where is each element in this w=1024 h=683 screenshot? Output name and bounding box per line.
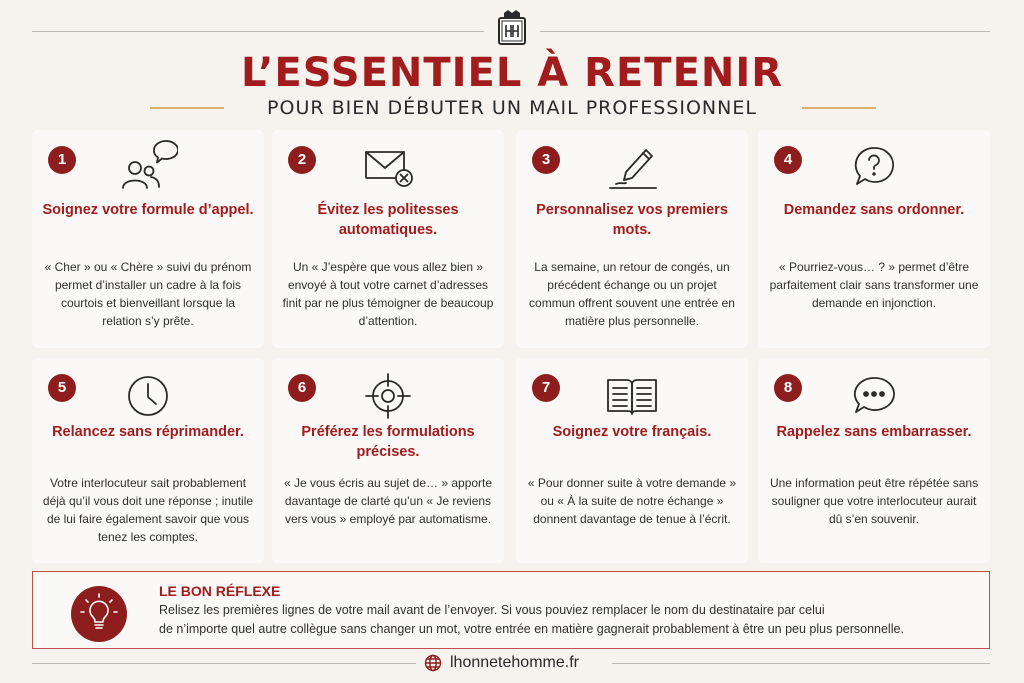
ellipsis-bubble-icon [844,368,904,420]
tip-body: La semaine, un retour de congés, un précédent échange ou un projet commun offrent souvent une entrée en matière plus personnelle. [529,260,735,328]
page-subtitle: POUR BIEN DÉBUTER UN MAIL PROFESSIONNEL [267,97,757,119]
envelope-x-icon [358,140,418,192]
reflex-line-2: de n’importe quel autre collègue sans changer un mot, votre entrée en matière gagnerait probablement à être un peu plus personnelle. [159,622,904,636]
footer-divider-left [32,663,416,664]
tip-number: 1 [48,146,76,174]
tip-card-3 [516,130,748,348]
clock-icon [118,368,178,420]
tip-card-5 [32,358,264,563]
tip-number: 2 [288,146,316,174]
tip-body: « Cher » ou « Chère » suivi du prénom permet d’installer un cadre à la fois courtois et bienveillant lorsque la relation s’y prête. [44,260,252,328]
tip-body: « Pourriez-vous… ? » permet d’être parfaitement clair sans transformer une demande en injonction. [769,260,979,310]
reflex-box [32,571,990,649]
tip-card-8 [758,358,990,563]
tip-title: Préférez les formulations précises. [301,424,475,460]
lightbulb-icon [71,586,127,642]
tip-number: 6 [288,374,316,402]
footer-divider-right [612,663,990,664]
tip-card-4 [758,130,990,348]
tip-card-7 [516,358,748,563]
tip-title: Rappelez sans embarrasser. [776,424,972,440]
tip-card-2 [272,130,504,348]
target-icon [358,368,418,420]
site-link[interactable]: lhonnetehomme.fr [450,654,579,671]
tip-body: « Je vous écris au sujet de… » apporte davantage de clarté qu’un « Je reviens vers vous » employé par automatisme. [283,476,493,526]
tip-title: Personnalisez vos premiers mots. [536,202,728,238]
tip-title: Relancez sans réprimander. [52,424,244,440]
pencil-icon [602,140,662,192]
page-title: L’ESSENTIEL À RETENIR [240,50,784,96]
tip-title: Demandez sans ordonner. [783,202,965,218]
tip-title: Soignez votre formule d’appel. [42,202,254,218]
reflex-line-1: Relisez les premières lignes de votre mail avant de l’envoyer. Si vous pouviez remplacer le nom du destinataire par celui [159,603,825,617]
header-divider-right [540,31,990,32]
tip-number: 7 [532,374,560,402]
globe-icon [424,654,442,672]
reflex-title: LE BON RÉFLEXE [159,583,281,599]
reflex-text [159,601,979,639]
question-bubble-icon [844,140,904,192]
footer [424,652,579,674]
tip-card-6 [272,358,504,563]
people-speech-icon [118,140,178,192]
tip-title: Soignez votre français. [552,424,712,440]
tip-body: « Pour donner suite à votre demande » ou « À la suite de notre échange » donnent davantage de tenue à l’écrit. [527,476,737,526]
open-book-icon [602,368,662,420]
tip-number: 8 [774,374,802,402]
brand-logo [496,8,528,46]
tip-body: Un « J’espère que vous allez bien » envoyé à tout votre carnet d’adresses finit par ne plus témoigner de beaucoup d’attention. [282,260,494,328]
tip-number: 4 [774,146,802,174]
tip-body: Votre interlocuteur sait probablement déjà qu’il vous doit une réponse ; inutile de lui faire également savoir que vous tenez les comptes. [42,476,254,544]
tip-body: Une information peut être répétée sans souligner que votre interlocuteur aurait dû s’en souvenir. [769,476,979,526]
tip-number: 3 [532,146,560,174]
header-divider-left [32,31,484,32]
tip-card-1 [32,130,264,348]
tip-title: Évitez les politesses automatiques. [317,202,459,238]
tip-number: 5 [48,374,76,402]
